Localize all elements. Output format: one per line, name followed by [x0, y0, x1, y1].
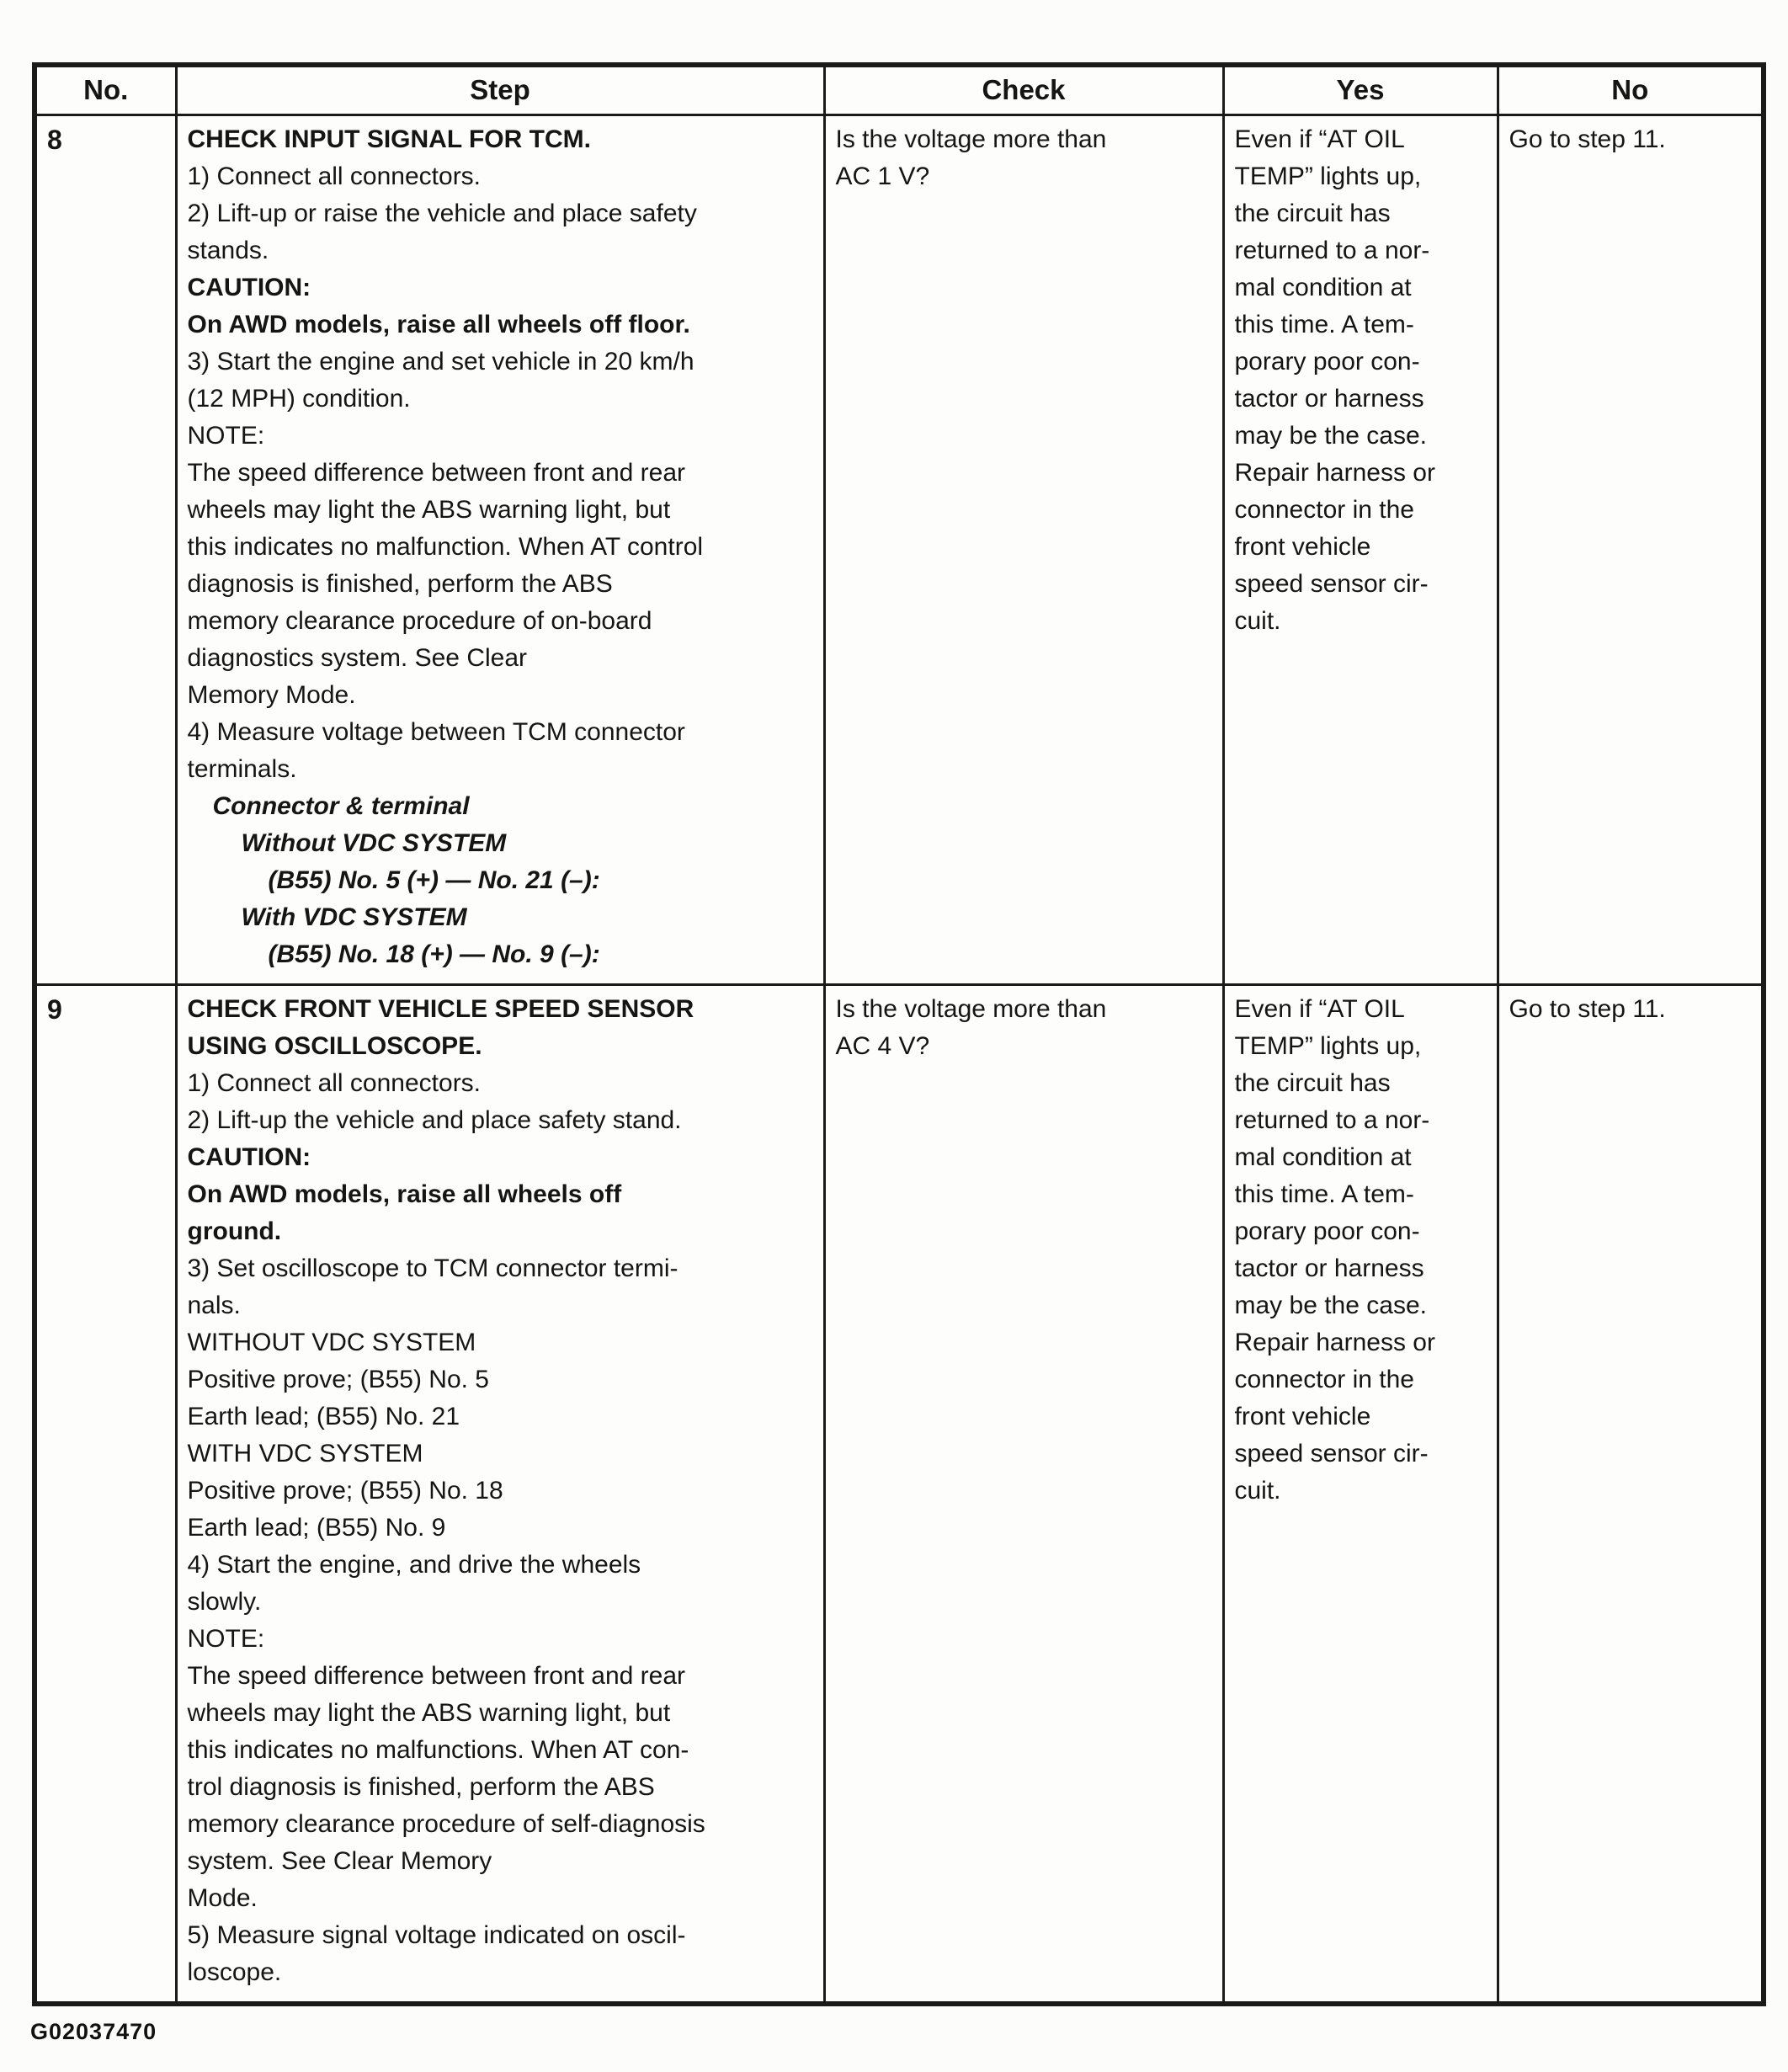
text-line: CHECK FRONT VEHICLE SPEED SENSOR — [187, 995, 694, 1023]
text-line: memory clearance procedure of self-diagnosis — [187, 1810, 705, 1838]
cell-no — [1498, 985, 1764, 2005]
text-line: this time. A tem- — [1234, 1180, 1414, 1208]
text-line: porary poor con- — [1234, 1217, 1420, 1245]
text-line: front vehicle — [1234, 1403, 1371, 1430]
text-line: trol diagnosis is finished, perform the ABS — [187, 1773, 655, 1801]
figure-id: G02037470 — [30, 2019, 157, 2044]
text-line: Earth lead; (B55) No. 9 — [187, 1514, 446, 1542]
cell-check — [824, 985, 1223, 2005]
text-line: 2) Lift-up or raise the vehicle and place safety — [187, 200, 697, 227]
text-line: On AWD models, raise all wheels off — [187, 1180, 622, 1208]
text-line: 8 — [47, 125, 62, 155]
text-line: Memory Mode. — [187, 681, 356, 709]
cell-step-number — [35, 115, 176, 985]
text-line: 1) Connect all connectors. — [187, 162, 482, 190]
header-check: Check — [824, 65, 1223, 115]
text-line: NOTE: — [187, 1625, 265, 1653]
text-line: returned to a nor- — [1234, 237, 1430, 264]
cell-yes — [1223, 985, 1498, 2005]
text-line: wheels may light the ABS warning light, but — [187, 496, 671, 524]
text-line: Go to step 11. — [1509, 995, 1666, 1023]
header-no-result: No — [1498, 65, 1764, 115]
text-line: AC 4 V? — [835, 1032, 930, 1060]
text-line: CAUTION: — [187, 1143, 311, 1171]
text-line: (12 MPH) condition. — [187, 385, 411, 413]
text-line: loscope. — [187, 1958, 282, 1986]
text-line: 4) Start the engine, and drive the wheels — [187, 1551, 641, 1579]
cell-no — [1498, 115, 1764, 985]
text-line: returned to a nor- — [1234, 1106, 1430, 1134]
text-line: WITHOUT VDC SYSTEM — [187, 1329, 476, 1356]
text-line: porary poor con- — [1234, 348, 1420, 376]
text-line: cuit. — [1234, 607, 1281, 635]
text-line: this indicates no malfunctions. When AT con- — [187, 1736, 689, 1764]
cell-step — [176, 985, 824, 2005]
diagnostic-table — [32, 62, 1766, 2006]
text-line: this indicates no malfunction. When AT control — [187, 533, 704, 561]
text-line: the circuit has — [1234, 200, 1391, 227]
table-row — [35, 115, 1764, 985]
text-line: Even if “AT OIL — [1234, 995, 1405, 1023]
text-line: the circuit has — [1234, 1069, 1391, 1097]
text-line: CHECK INPUT SIGNAL FOR TCM. — [187, 125, 591, 153]
header-no-number: No. — [35, 65, 176, 115]
text-line: Repair harness or — [1234, 1329, 1435, 1356]
text-line: 3) Start the engine and set vehicle in 20 km/h — [187, 348, 694, 376]
text-line: system. See Clear Memory — [187, 1847, 492, 1875]
text-line: diagnostics system. See Clear — [187, 644, 528, 672]
text-line: diagnosis is finished, perform the ABS — [187, 570, 613, 598]
text-line: TEMP” lights up, — [1234, 1032, 1422, 1060]
text-line: Repair harness or — [1234, 459, 1435, 487]
text-line: On AWD models, raise all wheels off floor. — [187, 311, 690, 338]
text-line: The speed difference between front and rear — [187, 1662, 686, 1690]
text-line: this time. A tem- — [1234, 311, 1414, 338]
text-line: Earth lead; (B55) No. 21 — [187, 1403, 460, 1430]
text-line: terminals. — [187, 755, 297, 783]
text-line: 1) Connect all connectors. — [187, 1069, 482, 1097]
text-line: AC 1 V? — [835, 162, 930, 190]
text-line: Connector & terminal — [212, 792, 470, 820]
text-line: 2) Lift-up the vehicle and place safety stand. — [187, 1106, 682, 1134]
table-row — [35, 985, 1764, 2005]
text-line: 5) Measure signal voltage indicated on oscil- — [187, 1921, 686, 1949]
text-line: front vehicle — [1234, 533, 1371, 561]
text-line: nals. — [187, 1292, 241, 1319]
text-line: Go to step 11. — [1509, 125, 1666, 153]
text-line: CAUTION: — [187, 274, 311, 301]
text-line: Mode. — [187, 1884, 258, 1912]
text-line: may be the case. — [1234, 1292, 1427, 1319]
text-line: Without VDC SYSTEM — [241, 829, 507, 857]
text-line: With VDC SYSTEM — [241, 903, 467, 931]
text-line: NOTE: — [187, 422, 265, 450]
text-line: (B55) No. 5 (+) — No. 21 (–): — [268, 866, 600, 894]
header-step: Step — [176, 65, 824, 115]
text-line: stands. — [187, 237, 269, 264]
text-line: mal condition at — [1234, 274, 1412, 301]
text-line: Even if “AT OIL — [1234, 125, 1405, 153]
text-line: The speed difference between front and rear — [187, 459, 686, 487]
text-line: Positive prove; (B55) No. 5 — [187, 1366, 489, 1393]
text-line: may be the case. — [1234, 422, 1427, 450]
text-line: connector in the — [1234, 496, 1414, 524]
header-yes: Yes — [1223, 65, 1498, 115]
cell-yes — [1223, 115, 1498, 985]
text-line: ground. — [187, 1217, 282, 1245]
text-line: Positive prove; (B55) No. 18 — [187, 1477, 503, 1505]
cell-step-number — [35, 985, 176, 2005]
text-line: TEMP” lights up, — [1234, 162, 1422, 190]
cell-check — [824, 115, 1223, 985]
text-line: mal condition at — [1234, 1143, 1412, 1171]
text-line: Is the voltage more than — [835, 125, 1107, 153]
text-line: 3) Set oscilloscope to TCM connector termi- — [187, 1254, 678, 1282]
cell-step — [176, 115, 824, 985]
text-line: connector in the — [1234, 1366, 1414, 1393]
text-line: slowly. — [187, 1588, 262, 1616]
text-line: (B55) No. 18 (+) — No. 9 (–): — [268, 940, 600, 968]
table-body — [35, 115, 1764, 2005]
text-line: speed sensor cir- — [1234, 570, 1429, 598]
text-line: tactor or harness — [1234, 1254, 1424, 1282]
text-line: USING OSCILLOSCOPE. — [187, 1032, 482, 1060]
text-line: 4) Measure voltage between TCM connector — [187, 718, 685, 746]
text-line: wheels may light the ABS warning light, but — [187, 1699, 671, 1727]
text-line: tactor or harness — [1234, 385, 1424, 413]
header-row — [35, 65, 1764, 115]
text-line: 9 — [47, 994, 62, 1025]
text-line: cuit. — [1234, 1477, 1281, 1505]
text-line: speed sensor cir- — [1234, 1440, 1429, 1467]
text-line: Is the voltage more than — [835, 995, 1107, 1023]
text-line: memory clearance procedure of on-board — [187, 607, 652, 635]
text-line: WITH VDC SYSTEM — [187, 1440, 423, 1467]
